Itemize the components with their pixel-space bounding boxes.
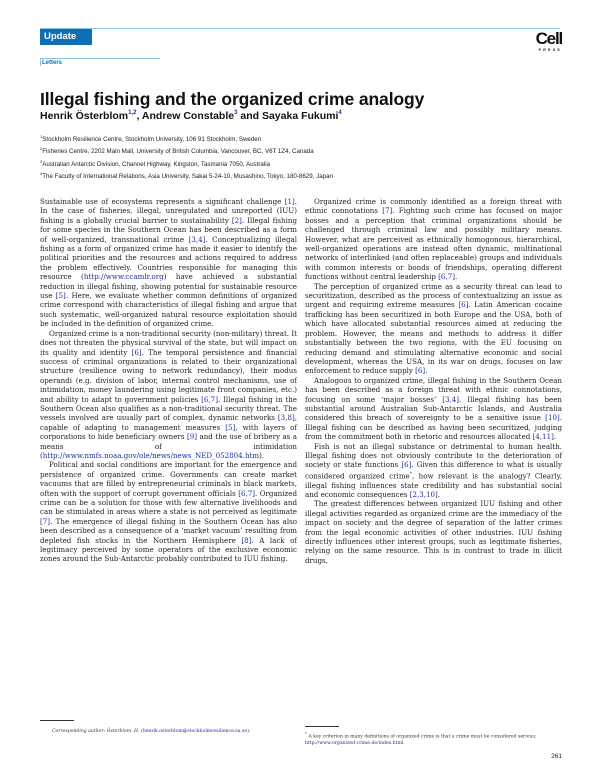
footnote-marker: * (305, 731, 307, 736)
article-title: Illegal fishing and the organized crime analogy (40, 88, 425, 109)
citation-link[interactable]: [6] (458, 300, 469, 310)
body-paragraph: Sustainable use of ecosystems represents a significant challenge [1]. In the case of fisheries, illegal, unregulated and unreported (IUU) fishing is a globally crucial barrier to sustainability [2]. Illegal fishing for some species in the Southern Ocean has been described as a form of well-organized, transnational crime [3,4]. Conceptualizing illegal fishing as a form of organized crime has made it easier to identify the political priorities and the resources and actions required to address the problem effectively. Countries responsible for managing this resource (http://www.ccamlr.org) have achieved a substantial reduction in illegal fishing, showing potential for sustainable resource use [5]. Here, we evaluate whether common definitions of organized crime correspond with characteristics of illegal fishing and argue that such systematic, well-organized natural resource exploitation should be included in the definition of organized crime. (40, 197, 297, 329)
author-name: Andrew Constable (141, 110, 235, 122)
affiliation-number: 1 (40, 134, 43, 139)
footnote-rule (40, 720, 74, 721)
citation-link[interactable]: [6,7] (238, 488, 256, 498)
citation-link[interactable]: [9] (186, 432, 198, 442)
section-tab-update: Update (40, 29, 92, 45)
corresponding-author-note (52, 729, 302, 734)
affiliation-item (40, 132, 333, 144)
footnote-rule (305, 726, 339, 727)
body-column-left (40, 197, 297, 564)
citation-link[interactable]: [3,4] (442, 394, 460, 404)
affiliation-number: 4 (40, 170, 43, 176)
author-separator: and (237, 110, 262, 122)
affiliation-item (40, 169, 333, 181)
affiliation-number: 2 (40, 146, 43, 152)
citation-link[interactable]: [5] (225, 422, 236, 432)
affiliation-list (40, 132, 333, 181)
citation-link[interactable]: [3,4] (188, 234, 206, 244)
page-number: 261 (551, 753, 562, 760)
citation-link[interactable]: [7] (382, 206, 393, 216)
article-type-rule (40, 58, 160, 59)
body-paragraph: Analogous to organized crime, illegal fishing in the Southern Ocean has been described as a foreign threat with ethnic connotations, focusing on some ‘major bosses’ [3,4]. Illegal fishing has been substantial around Australian Sub-Antarctic Islands, and Australia considered this breach of sovereignty to be a sensitive issue [10]. Illegal fishing can be described as having been securitized, judging from the commitment both in rhetoric and resources allocated [4,11]. (305, 375, 562, 442)
affiliation-text: Fisheries Centre, 2202 Main Mall, University of British Columbia, Vancouver, BC, V6T 1Z4, Canada (42, 148, 314, 156)
affiliation-text: The Faculty of International Relations, Asia University, Sakai 5-24-10, Musashino, Tokyo, 180-8629, Japan (42, 172, 333, 180)
press-logo-word: PRESS (538, 48, 562, 52)
footnote-text: A key criterion in many definitions of organized crime is that a crime must be considered serious; (306, 734, 537, 740)
url-link[interactable]: http://www.ccamlr.org (83, 272, 164, 282)
author-name: Sayaka Fukumi (261, 110, 339, 122)
affiliation-ref[interactable]: 1,2 (128, 110, 137, 116)
citation-link[interactable]: [10] (545, 413, 560, 423)
citation-link[interactable]: [8] (241, 535, 252, 545)
citation-link[interactable]: [3,8] (277, 413, 295, 423)
body-paragraph: Organized crime is commonly identified as a foreign threat with ethnic connotations [7]. Fighting such crime has focused on major bosses and a perception that criminal organizations should be challenged through criminal law and possibly military means. However, what are perceived as ethnically homogonous, hierarchical, well-organized operations are instead often dynamic, multinational networks of interlinked (and often replaceable) groups and individuals with common interests or bonds of friendships, operating different functions without central leadership [6,7]. (305, 197, 562, 282)
cell-press-logo (518, 30, 562, 52)
affiliation-text: Stockholm Resilience Centre, Stockholm University, 106 91 Stockholm, Sweden (42, 136, 262, 143)
citation-link[interactable]: [2,3,10] (409, 489, 438, 499)
affiliation-item (40, 144, 333, 156)
footnote-marker[interactable]: * (409, 471, 412, 477)
author-name: Henrik Österblom (40, 110, 129, 122)
author-list (40, 110, 342, 122)
article-type-rule-tick (40, 58, 41, 66)
cell-logo-word: Cell (535, 29, 562, 48)
url-link[interactable]: http://www.organized-crime.de/index.html (305, 740, 404, 746)
affiliation-ref[interactable]: 4 (338, 110, 342, 116)
citation-link[interactable]: [1] (284, 197, 295, 206)
citation-link[interactable]: [6,7] (438, 272, 455, 282)
star-footnote: * A key criterion in many definitions of organized crime is that a crime must be considered serious; http://www.organized-crime.de/index.html. (305, 731, 537, 746)
citation-link[interactable]: [6] (401, 460, 412, 470)
affiliation-ref[interactable]: 3 (234, 110, 238, 116)
affiliation-text: Australian Antarctic Division, Channel Highway, Kingston, Tasmania 7050, Australia (42, 160, 271, 168)
body-paragraph: Organized crime is a non-traditional security (non-military) threat. It does not threaten the physical survival of the state, but will impact on its quality and identity [6]. The temporal persistence and financial success of criminal organizations is related to their organizational structure (resilience owing to network redundancy), their modus operandi (e.g. division of labor, internal control mechanisms, use of intimidation, money laundering using legitimate front companies, etc.) and ability to adapt to government policies [6,7]. Illegal fishing in the Southern Ocean also qualifies as a non-traditional security threat. The vessels involved are usually part of complex, dynamic networks [3,8], capable of adapting to management measures [5], with layers of corporations to hide beneficiary owners [9] and the use of bribery as a means of intimidation (http://www.nmfs.noaa.gov/ole/news/news_NED_052804.htm). (40, 328, 298, 460)
body-paragraph: Political and social conditions are important for the emergence and persistence of organized crime. Governments can create market vacuums that are filled by entrepreneurial criminals in black markets, often with the support of corrupt government officials [6,7]. Organized crime can be a solution for those with few alternative livelihoods and can be stimulated in areas where a state is not perceived as legitimate [7]. The emergence of illegal fishing in the Southern Ocean has also been described as a consequence of a ‘market vacuum’ resulting from depleted fish stocks in the Northern Hemisphere [8]. A lack of legitimacy perceived by some operators of the exclusive economic zones around the Sub-Antarctic probably contributed to IUU fishing. (40, 460, 297, 564)
author-email-link[interactable]: (henrik.osterblom@stockholmresilience.su.se). (140, 729, 251, 734)
citation-link[interactable]: [2] (231, 215, 242, 225)
body-paragraph: Fish is not an illegal substance or detrimental to human health. Illegal fishing does not obviously contribute to the deterioration of society or state functions [6]. Given this difference to what is usually considered organized crime*, how relevant is the analogy? Clearly, illegal fishing influences state credibility and has substantial social and economic consequences [2,3,10]. (305, 441, 562, 499)
article-type-label: Letters (42, 60, 63, 66)
citation-link[interactable]: [6] (415, 366, 426, 376)
body-paragraph: The greatest differences between organized IUU fishing and other illegal activities regarded as organized crime are the immediacy of the impact on society and the degree of separation of the latter crimes from the legal economic activities of other industries. IUU fishing directly influences other interest groups, such as legitimate fisheries, relying on the same resource. This is in contrast to trade in illicit drugs, (305, 499, 562, 565)
citation-link[interactable]: [6] (131, 347, 142, 357)
url-link[interactable]: http://www.nmfs.noaa.gov/ole/news/news_NED_052804.htm (42, 450, 260, 460)
body-paragraph: The perception of organized crime as a security threat can lead to securitization, described as the process of contextualizing an issue as urgent and requiring extreme measures [6]. Latin American cocaine trafficking has been securitized in both Europe and the USA, both of which have allocated substantial resources aimed at reducing the problem. However, the means and methods to address it differ substantially between the two regions, with the EU focusing on reducing demand and stimulating alternative economic and social development, whereas the USA, in its war on drugs, focuses on law enforcement to reduce supply [6]. (305, 281, 563, 376)
corresponding-author-label: Corresponding author: Österblom, H. (52, 729, 140, 734)
affiliation-number: 3 (40, 158, 43, 164)
header-rule (40, 28, 560, 29)
body-column-right (305, 197, 562, 565)
citation-link[interactable]: [4,11] (532, 432, 554, 442)
citation-link[interactable]: [7] (40, 516, 51, 526)
citation-link[interactable]: [6,7] (201, 394, 218, 404)
citation-link[interactable]: [5] (55, 291, 66, 301)
affiliation-item (40, 157, 333, 169)
author-separator: , (136, 110, 142, 122)
